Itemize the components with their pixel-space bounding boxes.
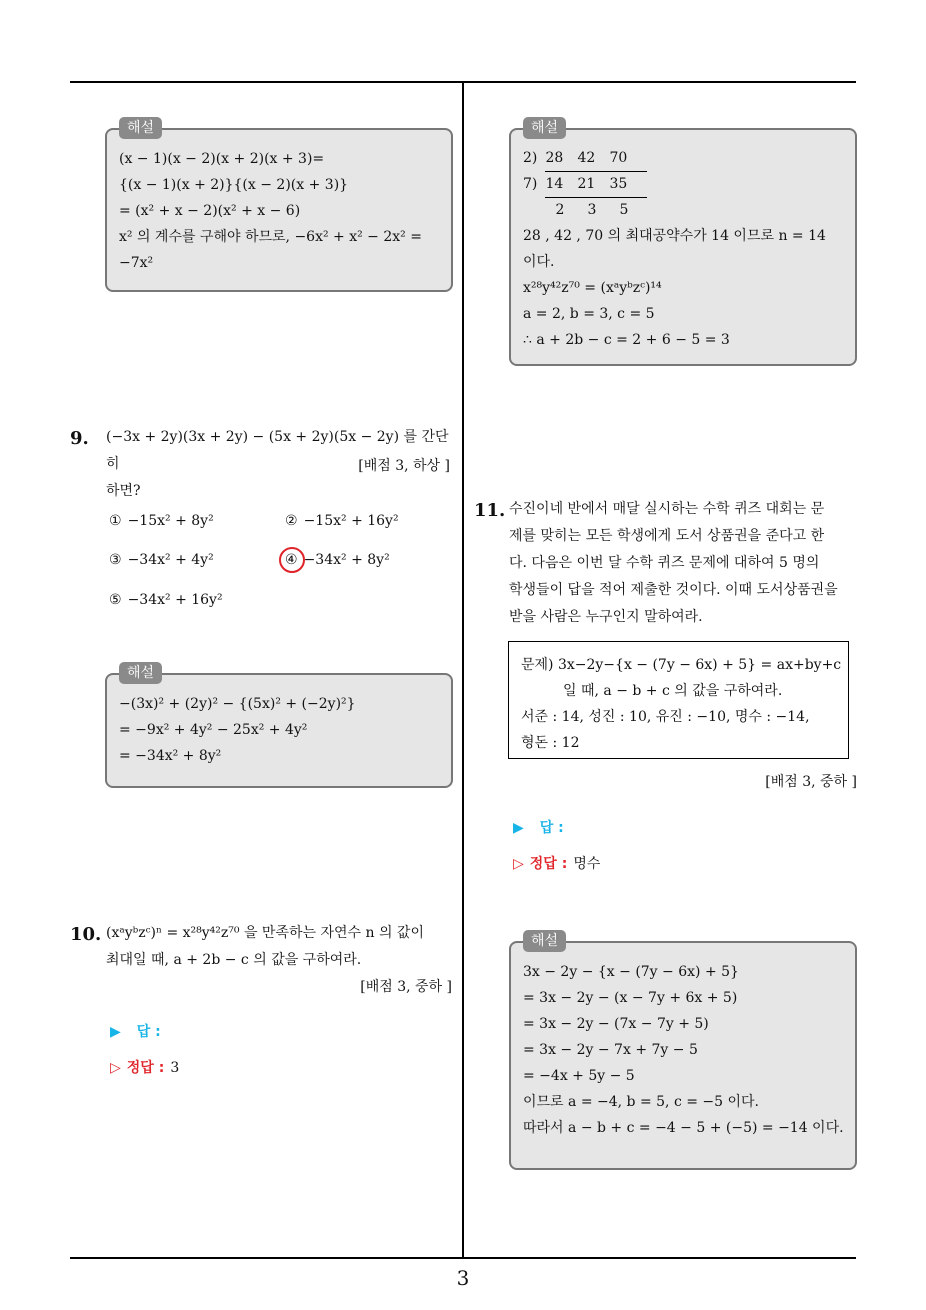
question-line: 하면? (106, 483, 141, 499)
solution-line: {(x − 1)(x + 2)}{(x − 2)(x + 3)} (119, 177, 349, 193)
correct-value: 3 (170, 1060, 180, 1076)
division-cell: 42 (577, 150, 596, 166)
question-line: (xᵃyᵇzᶜ)ⁿ = x²⁸y⁴²z⁷⁰ 을 만족하는 자연수 n 의 값이 (106, 925, 424, 941)
solution-line: = −9x² + 4y² − 25x² + 4y² (119, 722, 308, 738)
question-number: 9. (70, 428, 89, 449)
question-line: 받을 사람은 누구인지 말하여라. (509, 609, 703, 625)
division-row (523, 172, 843, 198)
outline-triangle-icon: ▷ (110, 1060, 121, 1076)
choice-number: ③ (109, 552, 122, 568)
division-cell: 28 (545, 150, 564, 166)
choice-text: −15x² + 8y² (127, 513, 214, 529)
division-table (523, 146, 843, 223)
division-cell: 14 (545, 176, 564, 192)
choice-2[interactable] (285, 513, 399, 529)
correct-label: 정답 : (126, 1060, 165, 1076)
division-cell: 70 (609, 150, 628, 166)
question-line: 수진이네 반에서 매달 실시하는 수학 퀴즈 대회는 문 (509, 501, 825, 517)
selected-answer-mark: ④ (285, 552, 298, 568)
division-row (523, 198, 843, 223)
footer-rule (70, 1257, 856, 1259)
solution-line: = (x² + x − 2)(x² + x − 6) (119, 203, 301, 219)
divisor: 7) (523, 176, 538, 192)
answer-label: 답 : (136, 1024, 161, 1040)
question-text (509, 496, 861, 631)
choice-5[interactable] (109, 592, 223, 608)
answer-row (513, 817, 564, 837)
divisor: 2) (523, 150, 538, 166)
problem-line: 일 때, a − b + c 의 값을 구하여라. (563, 683, 783, 699)
solution-line: x²⁸y⁴²z⁷⁰ = (xᵃyᵇzᶜ)¹⁴ (523, 280, 662, 296)
question-number: 11. (474, 500, 506, 521)
question-score: [배점 3, 하상 ] (358, 458, 450, 474)
correct-answer-row (513, 853, 600, 873)
problem-line: 형돈 : 12 (521, 735, 580, 751)
solution-box-q8 (105, 120, 453, 292)
problem-box (508, 641, 849, 759)
page-number: 3 (456, 1266, 470, 1290)
outline-triangle-icon: ▷ (513, 856, 524, 872)
solution-box-q11 (509, 933, 857, 1170)
solution-line: x² 의 계수를 구해야 하므로, −6x² + x² − 2x² = (119, 229, 422, 245)
solution-line: = 3x − 2y − (7x − 7y + 5) (523, 1016, 709, 1032)
choice-text: −34x² + 8y² (303, 552, 390, 568)
choice-1[interactable] (109, 513, 214, 529)
problem-line: 서준 : 14, 성진 : 10, 유진 : −10, 명수 : −14, (521, 709, 810, 725)
answer-row (110, 1021, 161, 1041)
solution-tag: 해설 (523, 930, 566, 952)
solution-line: a = 2, b = 3, c = 5 (523, 306, 655, 322)
answer-label: 답 : (539, 820, 564, 836)
choice-3[interactable] (109, 552, 214, 568)
solution-tag: 해설 (523, 117, 566, 139)
division-cell: 3 (587, 202, 597, 218)
solution-line: 이므로 a = −4, b = 5, c = −5 이다. (523, 1094, 759, 1110)
division-cell: 2 (555, 202, 565, 218)
choice-number: ⑤ (109, 592, 122, 608)
choice-number: ① (109, 513, 122, 529)
solution-line: = −4x + 5y − 5 (523, 1068, 635, 1084)
solution-tag: 해설 (119, 117, 162, 139)
solution-line: = 3x − 2y − 7x + 7y − 5 (523, 1042, 698, 1058)
question-score: [배점 3, 중하 ] (360, 979, 452, 995)
solution-line: 28 , 42 , 70 의 최대공약수가 14 이므로 n = 14 (523, 228, 826, 244)
choice-4-selected[interactable] (285, 552, 390, 568)
solution-line: −7x² (119, 255, 154, 271)
question-line: 제를 맞히는 모든 학생에게 도서 상품권을 준다고 한 (509, 528, 825, 544)
choice-number: ② (285, 513, 298, 529)
solution-line: −(3x)² + (2y)² − {(5x)² + (−2y)²} (119, 696, 356, 712)
choice-text: −15x² + 16y² (303, 513, 399, 529)
problem-line: 문제) 3x−2y−{x − (7y − 6x) + 5} = ax+by+c (521, 657, 842, 673)
solution-line: = −34x² + 8y² (119, 748, 222, 764)
question-number: 10. (70, 924, 102, 945)
division-cell: 35 (609, 176, 628, 192)
question-line: (−3x + 2y)(3x + 2y) − (5x + 2y)(5x − 2y) 를 간단히 (106, 429, 449, 472)
correct-label: 정답 : (529, 856, 568, 872)
division-cell: 21 (577, 176, 596, 192)
question-line: 학생들이 답을 적어 제출한 것이다. 이때 도서상품권을 (509, 582, 838, 598)
question-line: 다. 다음은 이번 달 수학 퀴즈 문제에 대하여 5 명의 (509, 555, 820, 571)
solution-line: (x − 1)(x − 2)(x + 2)(x + 3)= (119, 151, 325, 167)
choice-text: −34x² + 16y² (127, 592, 223, 608)
solution-tag: 해설 (119, 662, 162, 684)
question-text (106, 920, 454, 974)
solution-box-q9 (105, 665, 453, 788)
solution-line: ∴ a + 2b − c = 2 + 6 − 5 = 3 (523, 332, 730, 348)
play-triangle-icon: ▶ (110, 1024, 121, 1040)
solution-line: = 3x − 2y − (x − 7y + 6x + 5) (523, 990, 738, 1006)
question-score: [배점 3, 중하 ] (765, 774, 857, 790)
correct-answer-row (110, 1057, 179, 1077)
solution-box-q10 (509, 120, 857, 366)
solution-line: 따라서 a − b + c = −4 − 5 + (−5) = −14 이다. (523, 1120, 844, 1136)
column-divider (462, 82, 464, 1259)
division-cell: 5 (619, 202, 629, 218)
question-line: 최대일 때, a + 2b − c 의 값을 구하여라. (106, 952, 362, 968)
solution-line: 이다. (523, 254, 555, 270)
solution-line: 3x − 2y − {x − (7y − 6x) + 5} (523, 964, 739, 980)
play-triangle-icon: ▶ (513, 820, 524, 836)
correct-value: 명수 (573, 856, 601, 872)
division-row (523, 146, 843, 172)
choice-text: −34x² + 4y² (127, 552, 214, 568)
